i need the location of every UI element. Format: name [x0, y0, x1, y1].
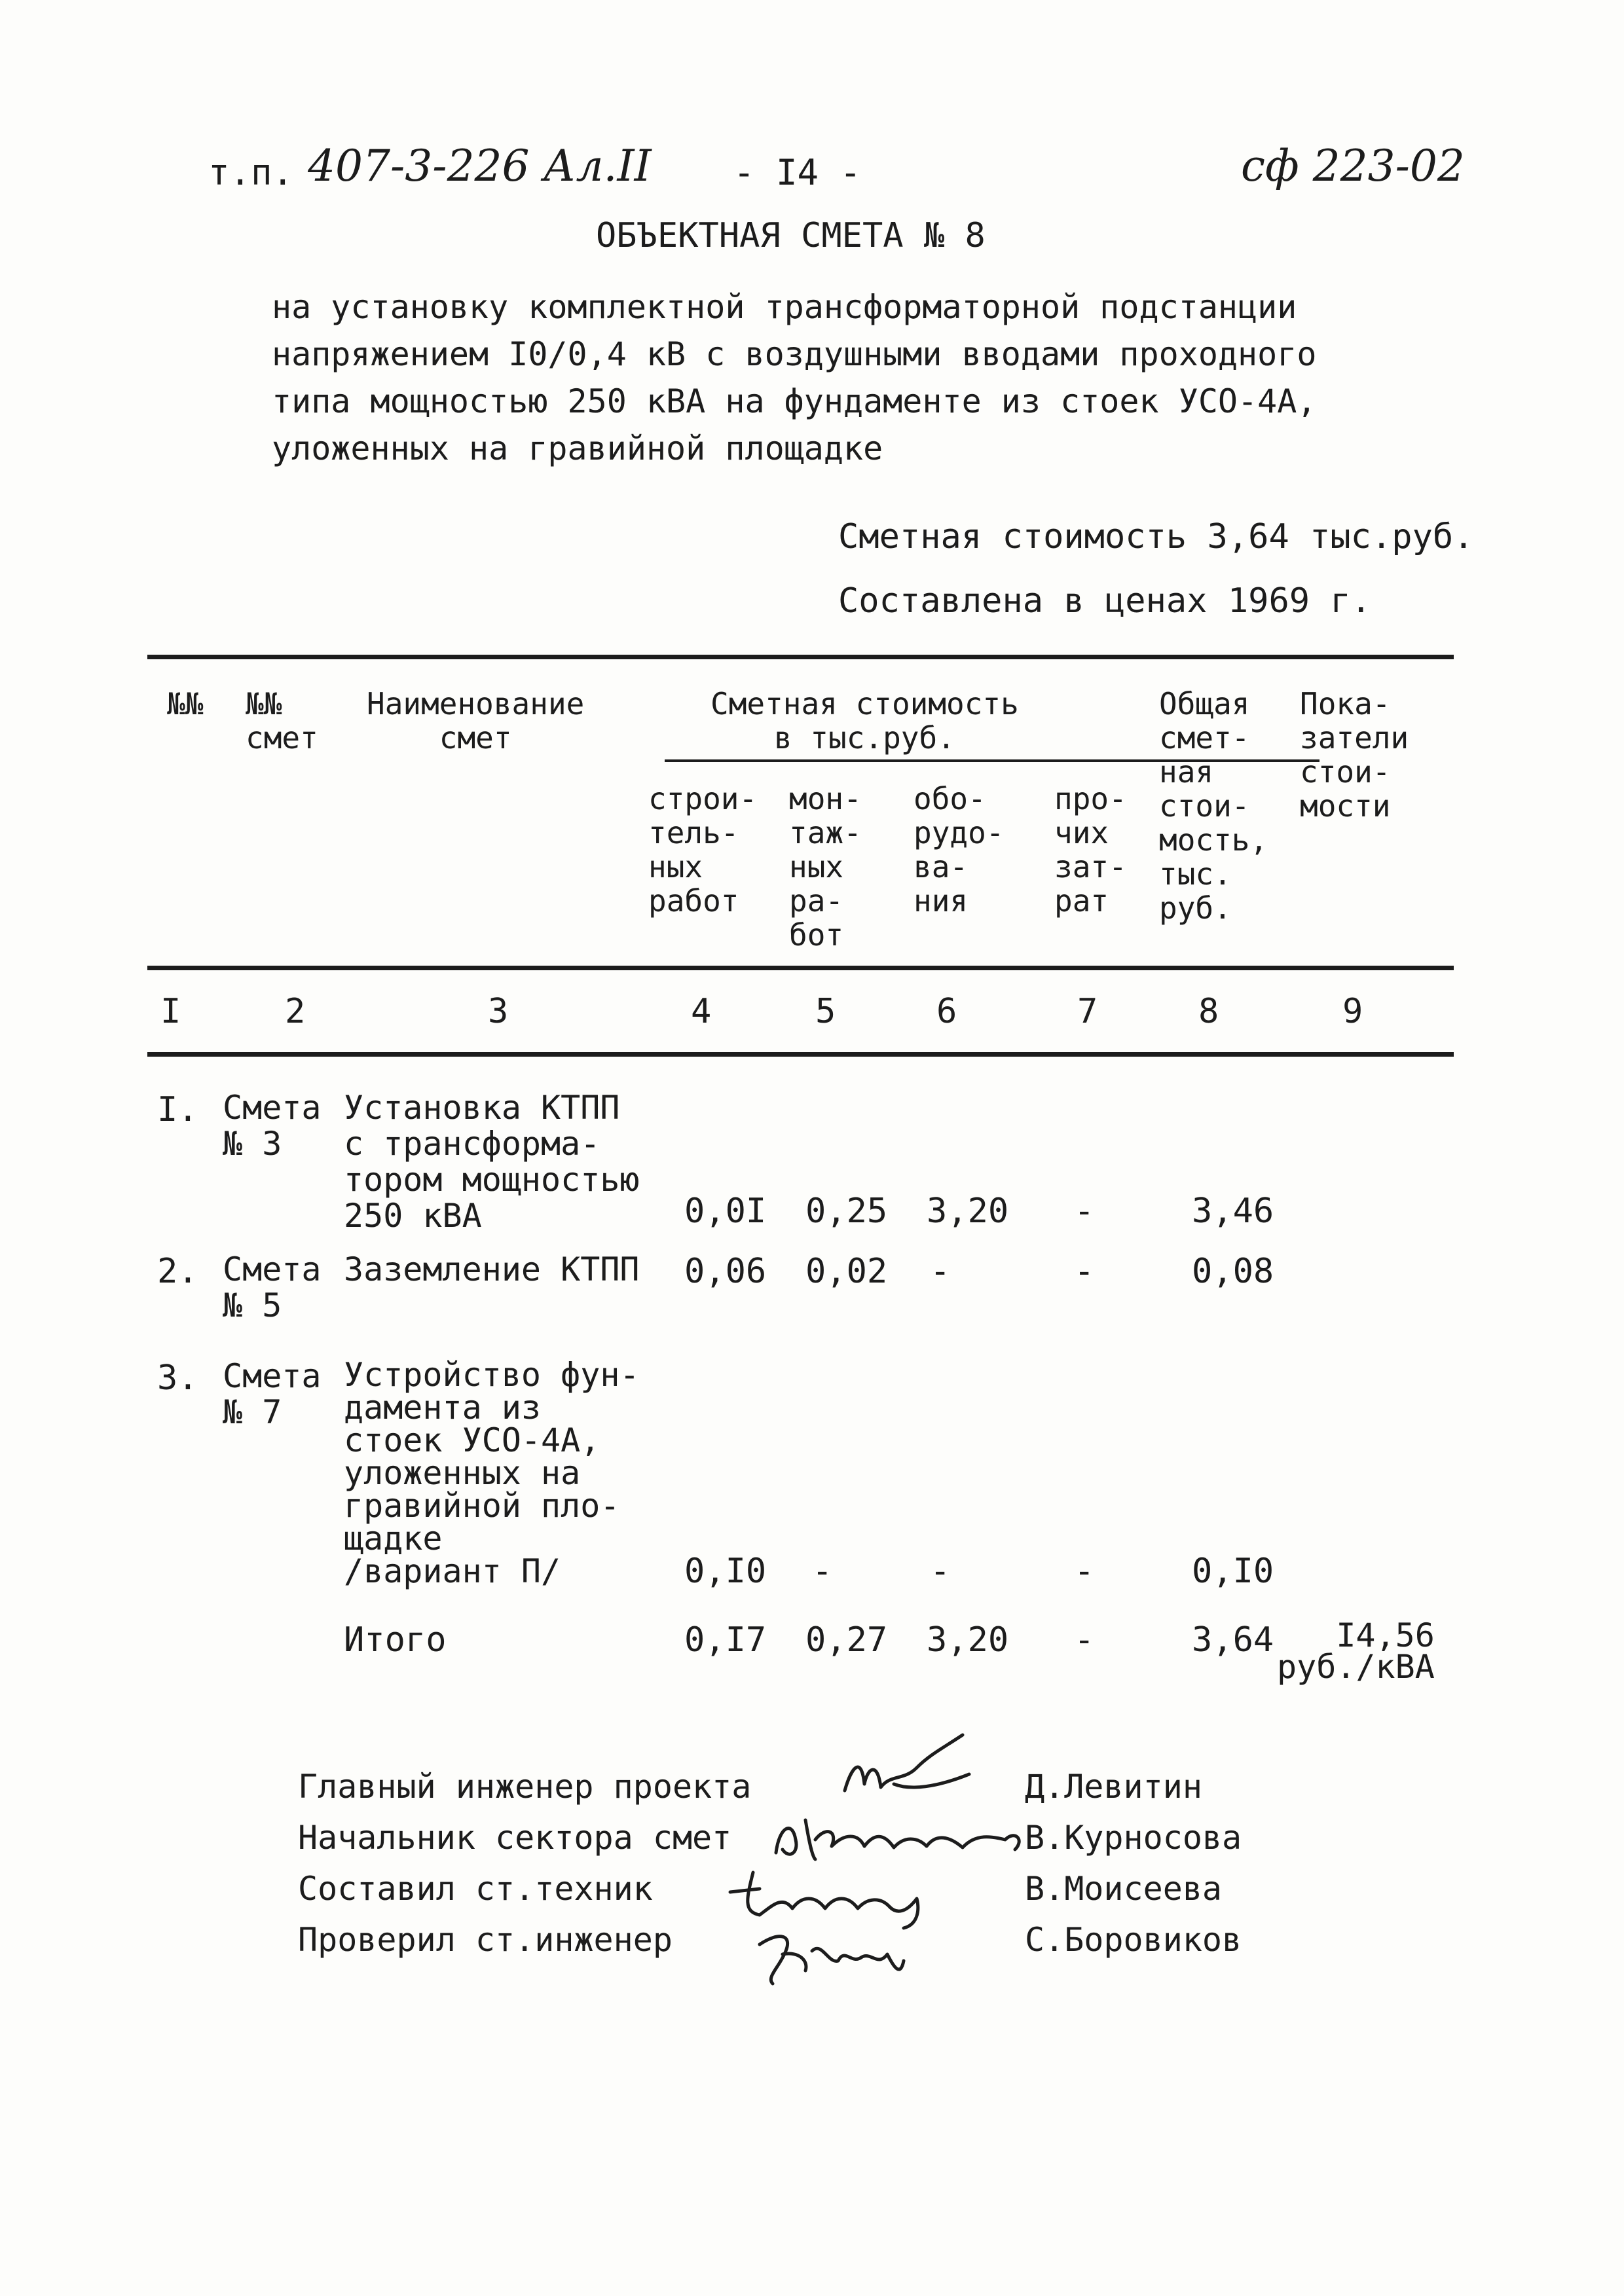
total-other-cost: -: [1074, 1620, 1095, 1660]
subtitle-line: уложенных на гравийной площадке: [272, 429, 883, 467]
header-cost-group: Сметная стоимость в тыс.руб.: [710, 686, 1019, 756]
signature-name: С.Боровиков: [1025, 1921, 1242, 1959]
signature-role: Проверил ст.инженер: [298, 1921, 673, 1959]
construction-cost: 0,I0: [684, 1552, 767, 1591]
column-number: 7: [1077, 992, 1098, 1031]
total-cost: 0,08: [1192, 1252, 1274, 1291]
estimated-cost: Сметная стоимость 3,64 тыс.руб.: [838, 517, 1474, 556]
total-label: Итого: [344, 1620, 447, 1660]
column-number: 3: [488, 992, 509, 1031]
signature-role: Главный инженер проекта: [298, 1768, 752, 1806]
grand-total-cost: 3,64: [1192, 1620, 1274, 1660]
installation-cost: 0,02: [805, 1252, 888, 1291]
header-estimate-name: Наименование смет: [367, 686, 585, 756]
subtitle-line: напряжением I0/0,4 кВ с воздушными вводами проходного: [272, 335, 1317, 373]
column-number: 8: [1198, 992, 1219, 1031]
header-equipment: обо- рудо- ва- ния: [913, 781, 1005, 919]
estimate-ref: Смета № 3: [223, 1089, 322, 1163]
subtitle-line: типа мощностью 250 кВА на фундаменте из стоек УСО-4А,: [272, 382, 1317, 420]
estimate-ref: Смета № 7: [223, 1357, 322, 1431]
installation-cost: 0,25: [805, 1192, 888, 1231]
total-cost: 0,I0: [1192, 1552, 1274, 1591]
estimate-name: Заземление КТПП: [344, 1250, 640, 1288]
cost-indicator: I4,56 руб./кВА: [1277, 1616, 1435, 1686]
header-row-number: №№: [167, 686, 204, 721]
other-cost: -: [1074, 1252, 1095, 1291]
row-number: 2.: [157, 1252, 198, 1291]
sheet-code: сф 223-02: [1241, 141, 1465, 191]
estimate-ref: Смета № 5: [223, 1250, 322, 1324]
header-construction-works: строи- тель- ных работ: [648, 781, 758, 919]
estimate-name: Установка КТПП с трансформа- тором мощностью 250 кВА: [344, 1089, 640, 1235]
signature-role: Составил ст.техник: [298, 1870, 653, 1908]
installation-cost: -: [812, 1552, 833, 1591]
column-number: 2: [285, 992, 306, 1031]
total-cost: 3,46: [1192, 1192, 1274, 1231]
column-number: 6: [936, 992, 957, 1031]
column-number: 9: [1342, 992, 1363, 1031]
construction-cost: 0,0I: [684, 1192, 767, 1231]
column-number: I: [160, 992, 181, 1031]
header-bottom-rule: [147, 966, 1454, 970]
other-cost: -: [1074, 1552, 1095, 1591]
estimate-name: Устройство фун- дамента из стоек УСО-4А, уложенных на гравийной пло- щадке /вариант П/: [344, 1356, 640, 1590]
equipment-cost: 3,20: [927, 1192, 1009, 1231]
equipment-cost: -: [930, 1552, 951, 1591]
doc-code: 407-3-226 Ал.II: [308, 141, 652, 191]
row-number: I.: [157, 1090, 198, 1129]
header-total-cost: Общая смет- ная стои- мость, тыс. руб.: [1159, 686, 1268, 926]
row-number: 3.: [157, 1358, 198, 1398]
total-equipment-cost: 3,20: [927, 1620, 1009, 1660]
header-estimate-number: №№ смет: [246, 686, 318, 756]
total-installation-cost: 0,27: [805, 1620, 888, 1660]
column-number: 5: [815, 992, 836, 1031]
signature-role: Начальник сектора смет: [298, 1819, 732, 1857]
table-top-rule: [147, 655, 1454, 659]
header-other-costs: про- чих зат- рат: [1054, 781, 1127, 919]
document-title: ОБЪЕКТНАЯ СМЕТА № 8: [596, 216, 986, 255]
page-number: - I4 -: [733, 152, 862, 193]
equipment-cost: -: [930, 1252, 951, 1291]
signature-mark: [747, 1915, 917, 1994]
numbers-bottom-rule: [147, 1052, 1454, 1057]
signature-mark: [832, 1728, 1002, 1807]
doc-code-prefix: т.п.: [208, 152, 294, 193]
header-installation-works: мон- таж- ных ра- бот: [789, 781, 862, 953]
column-number: 4: [691, 992, 712, 1031]
total-construction-cost: 0,I7: [684, 1620, 767, 1660]
other-cost: -: [1074, 1192, 1095, 1231]
signature-name: В.Моисеева: [1025, 1870, 1223, 1908]
header-cost-indicators: Пока- затели стои- мости: [1300, 686, 1409, 824]
price-basis: Составлена в ценах 1969 г.: [838, 581, 1371, 621]
subtitle-line: на установку комплектной трансформаторной подстанции: [272, 288, 1297, 326]
signature-name: В.Курносова: [1025, 1819, 1242, 1857]
construction-cost: 0,06: [684, 1252, 767, 1291]
signature-name: Д.Левитин: [1025, 1768, 1202, 1806]
